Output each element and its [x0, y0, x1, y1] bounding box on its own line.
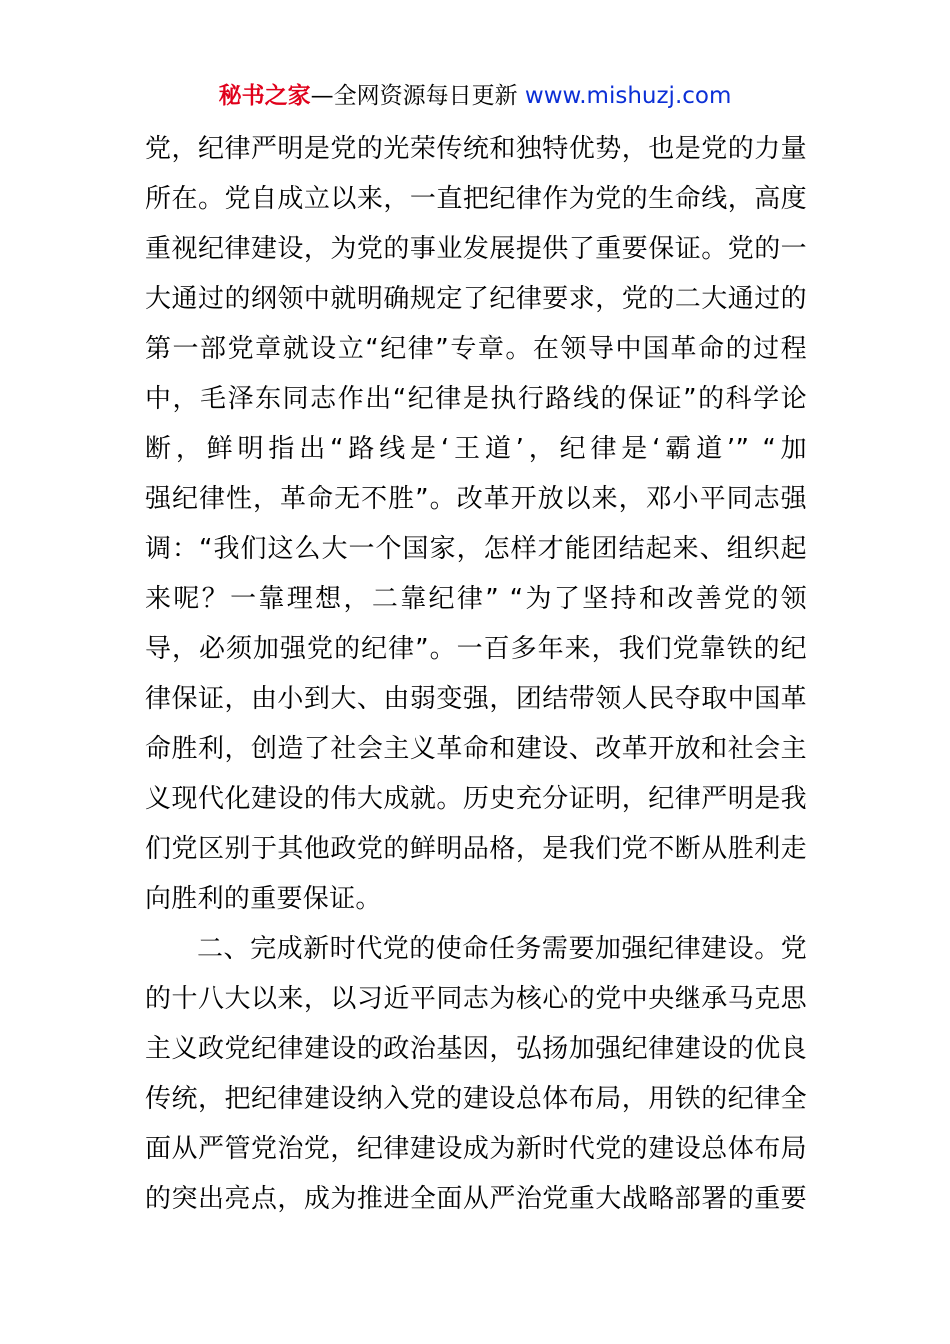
- text-line: 的十八大以来，以习近平同志为核心的党中央继承马克思: [145, 984, 807, 1014]
- site-url-link[interactable]: www.mishuzj.com: [524, 83, 732, 109]
- text-line: 中，毛泽东同志作出“纪律是执行路线的保证”的科学论: [145, 384, 807, 414]
- text-line: 面从严管党治党，纪律建设成为新时代党的建设总体布局: [145, 1134, 807, 1164]
- text-line: 所在。党自成立以来，一直把纪律作为党的生命线，高度: [145, 184, 807, 214]
- text-line: 断，鲜明指出“路线是‘王道’，纪律是‘霸道’” “加: [145, 434, 807, 464]
- text-line: 们党区别于其他政党的鲜明品格，是我们党不断从胜利走: [145, 834, 807, 864]
- site-tagline: —全网资源每日更新: [310, 83, 525, 109]
- text-line: 党，纪律严明是党的光荣传统和独特优势，也是党的力量: [145, 134, 807, 164]
- text-line: 二、完成新时代党的使命任务需要加强纪律建设。党: [197, 934, 807, 964]
- site-header: [0, 80, 950, 112]
- text-line: 第一部党章就设立“纪律”专章。在领导中国革命的过程: [145, 334, 807, 364]
- text-line: 调：“我们这么大一个国家，怎样才能团结起来、组织起: [145, 534, 807, 564]
- text-line: 导，必须加强党的纪律”。一百多年来，我们党靠铁的纪: [145, 634, 807, 664]
- site-brand: 秘书之家: [218, 83, 311, 109]
- text-line: 向胜利的重要保证。: [145, 884, 382, 914]
- text-line: 律保证，由小到大、由弱变强，团结带领人民夺取中国革: [145, 684, 807, 714]
- text-line: 强纪律性，革命无不胜”。改革开放以来，邓小平同志强: [145, 484, 807, 514]
- text-line: 重视纪律建设，为党的事业发展提供了重要保证。党的一: [145, 234, 807, 264]
- paragraph-1: [145, 124, 807, 924]
- text-line: 大通过的纲领中就明确规定了纪律要求，党的二大通过的: [145, 284, 807, 314]
- text-line: 义现代化建设的伟大成就。历史充分证明，纪律严明是我: [145, 784, 807, 814]
- text-line: 主义政党纪律建设的政治基因，弘扬加强纪律建设的优良: [145, 1034, 807, 1064]
- document-body: [145, 124, 807, 1224]
- text-line: 命胜利，创造了社会主义革命和建设、改革开放和社会主: [145, 734, 807, 764]
- paragraph-2: [145, 924, 807, 1224]
- text-line: 来呢？一靠理想，二靠纪律” “为了坚持和改善党的领: [145, 584, 807, 614]
- text-line: 传统，把纪律建设纳入党的建设总体布局，用铁的纪律全: [145, 1084, 807, 1114]
- text-line: 的突出亮点，成为推进全面从严治党重大战略部署的重要: [145, 1184, 807, 1214]
